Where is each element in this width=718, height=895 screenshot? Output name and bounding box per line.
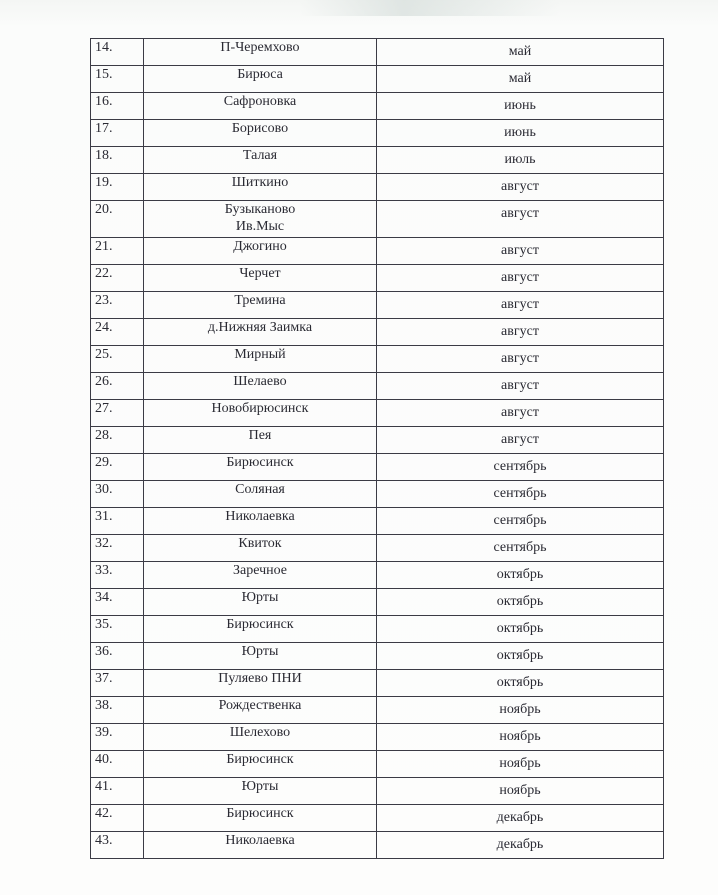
month-cell [377,670,664,697]
month-cell [377,643,664,670]
row-number: 17. [91,120,144,147]
row-number: 24. [91,319,144,346]
settlement-name: Бузыканово [224,202,296,217]
month-cell [377,697,664,724]
settlement-name: Сафроновка [223,94,297,109]
row-number: 23. [91,292,144,319]
settlement-name: Юрты [241,590,279,605]
settlement-name: П-Черемхово [220,40,300,55]
month-label: сентябрь [493,459,547,474]
table-row [91,346,664,373]
table-row [91,535,664,562]
table-row [91,265,664,292]
table-row [91,670,664,697]
table-row [91,400,664,427]
settlement-cell [144,697,377,724]
row-number: 21. [91,238,144,265]
table-row [91,120,664,147]
table-row [91,93,664,120]
settlement-cell [144,66,377,93]
month-cell [377,292,664,319]
table-row [91,778,664,805]
settlement-name: Пея [248,428,272,443]
settlement-name: Талая [242,148,278,163]
settlement-cell [144,454,377,481]
month-cell [377,778,664,805]
settlement-cell [144,174,377,201]
settlement-cell [144,643,377,670]
month-cell [377,832,664,859]
month-cell [377,535,664,562]
settlement-name: Бирюса [237,67,283,82]
row-number: 33. [91,562,144,589]
month-cell [377,93,664,120]
month-label: август [501,243,539,258]
settlement-name: д.Нижняя Заимка [207,320,313,335]
row-number: 22. [91,265,144,292]
row-number: 16. [91,93,144,120]
settlement-name: Рождественка [218,698,302,713]
table-row [91,147,664,174]
settlement-name: Черчет [239,266,281,281]
table-row [91,616,664,643]
month-label: август [501,297,539,312]
settlement-cell [144,238,377,265]
row-number: 27. [91,400,144,427]
month-label: июль [504,152,536,167]
settlement-name: Николаевка [225,833,295,848]
month-label: август [501,206,539,221]
settlement-cell [144,508,377,535]
settlement-cell [144,562,377,589]
settlement-cell [144,751,377,778]
settlement-cell [144,535,377,562]
month-cell [377,120,664,147]
settlement-cell [144,319,377,346]
month-label: октябрь [496,567,544,582]
month-cell [377,319,664,346]
table-row [91,174,664,201]
row-number: 37. [91,670,144,697]
month-cell [377,724,664,751]
settlement-name: Юрты [241,779,279,794]
month-label: сентябрь [493,486,547,501]
month-cell [377,39,664,66]
month-label: август [501,324,539,339]
table-row [91,832,664,859]
row-number: 35. [91,616,144,643]
month-label: октябрь [496,594,544,609]
month-cell [377,427,664,454]
table-row [91,201,664,238]
month-cell [377,562,664,589]
month-label: июнь [504,98,536,113]
month-label: май [508,44,532,59]
settlement-name: Квиток [238,536,282,551]
table-row [91,751,664,778]
table-row [91,805,664,832]
month-cell [377,66,664,93]
table-row [91,292,664,319]
month-cell [377,751,664,778]
table-row [91,373,664,400]
row-number: 38. [91,697,144,724]
month-label: октябрь [496,648,544,663]
settlement-name: Борисово [231,121,289,136]
settlement-cell [144,427,377,454]
settlement-cell [144,778,377,805]
month-label: август [501,270,539,285]
settlement-name: Мирный [234,347,286,362]
row-number: 39. [91,724,144,751]
table-row [91,589,664,616]
settlement-name: Новобирюсинск [211,401,309,416]
table-row [91,427,664,454]
month-label: декабрь [496,837,544,852]
table-row [91,319,664,346]
settlement-name: Заречное [232,563,287,578]
month-cell [377,589,664,616]
settlement-cell [144,39,377,66]
row-number: 36. [91,643,144,670]
month-label: июнь [504,125,536,140]
schedule-table-body [91,39,664,859]
settlement-cell [144,400,377,427]
month-cell [377,508,664,535]
settlement-name: Бирюсинск [226,752,294,767]
settlement-name: Шелехово [229,725,291,740]
settlement-cell [144,346,377,373]
month-label: октябрь [496,621,544,636]
table-row [91,238,664,265]
settlement-cell [144,832,377,859]
settlement-cell [144,147,377,174]
settlement-name: Тремина [234,293,286,308]
month-cell [377,373,664,400]
month-cell [377,147,664,174]
row-number: 43. [91,832,144,859]
month-label: август [501,179,539,194]
settlement-name: Бирюсинск [226,806,294,821]
table-row [91,562,664,589]
table-row [91,66,664,93]
scan-artifact [300,0,560,16]
table-row [91,39,664,66]
month-label: май [508,71,532,86]
settlement-name: Пуляево ПНИ [218,671,302,686]
month-label: ноябрь [499,702,541,717]
settlement-name: Шелаево [233,374,287,389]
row-number: 28. [91,427,144,454]
table-row [91,508,664,535]
settlement-name: Ив.Мыс [235,219,285,234]
table-row [91,454,664,481]
settlement-cell [144,265,377,292]
month-label: декабрь [496,810,544,825]
settlement-cell [144,373,377,400]
month-label: сентябрь [493,540,547,555]
table-row [91,481,664,508]
month-cell [377,805,664,832]
month-label: сентябрь [493,513,547,528]
month-label: ноябрь [499,783,541,798]
row-number: 42. [91,805,144,832]
row-number: 30. [91,481,144,508]
month-label: октябрь [496,675,544,690]
row-number: 19. [91,174,144,201]
month-label: август [501,378,539,393]
schedule-table [90,38,664,859]
settlement-cell [144,616,377,643]
month-cell [377,346,664,373]
row-number: 41. [91,778,144,805]
month-label: ноябрь [499,756,541,771]
month-cell [377,238,664,265]
settlement-cell [144,724,377,751]
settlement-cell [144,292,377,319]
row-number: 29. [91,454,144,481]
settlement-name: Шиткино [231,175,289,190]
settlement-cell [144,93,377,120]
settlement-cell [144,589,377,616]
settlement-cell [144,481,377,508]
row-number: 18. [91,147,144,174]
settlement-name: Соляная [235,482,285,497]
month-cell [377,174,664,201]
month-label: август [501,351,539,366]
table-row [91,697,664,724]
row-number: 25. [91,346,144,373]
month-label: август [501,405,539,420]
month-cell [377,616,664,643]
row-number: 15. [91,66,144,93]
settlement-name: Николаевка [225,509,295,524]
settlement-name: Бирюсинск [226,455,294,470]
settlement-cell [144,670,377,697]
row-number: 20. [91,201,144,238]
month-cell [377,201,664,238]
settlement-name: Юрты [241,644,279,659]
row-number: 26. [91,373,144,400]
settlement-name: Джогино [233,239,287,254]
month-cell [377,265,664,292]
row-number: 34. [91,589,144,616]
month-label: август [501,432,539,447]
row-number: 14. [91,39,144,66]
row-number: 31. [91,508,144,535]
month-cell [377,454,664,481]
table-row [91,724,664,751]
row-number: 40. [91,751,144,778]
month-cell [377,481,664,508]
table-row [91,643,664,670]
settlement-name: Бирюсинск [226,617,294,632]
settlement-cell [144,201,377,238]
settlement-cell [144,120,377,147]
row-number: 32. [91,535,144,562]
settlement-cell [144,805,377,832]
month-label: ноябрь [499,729,541,744]
month-cell [377,400,664,427]
